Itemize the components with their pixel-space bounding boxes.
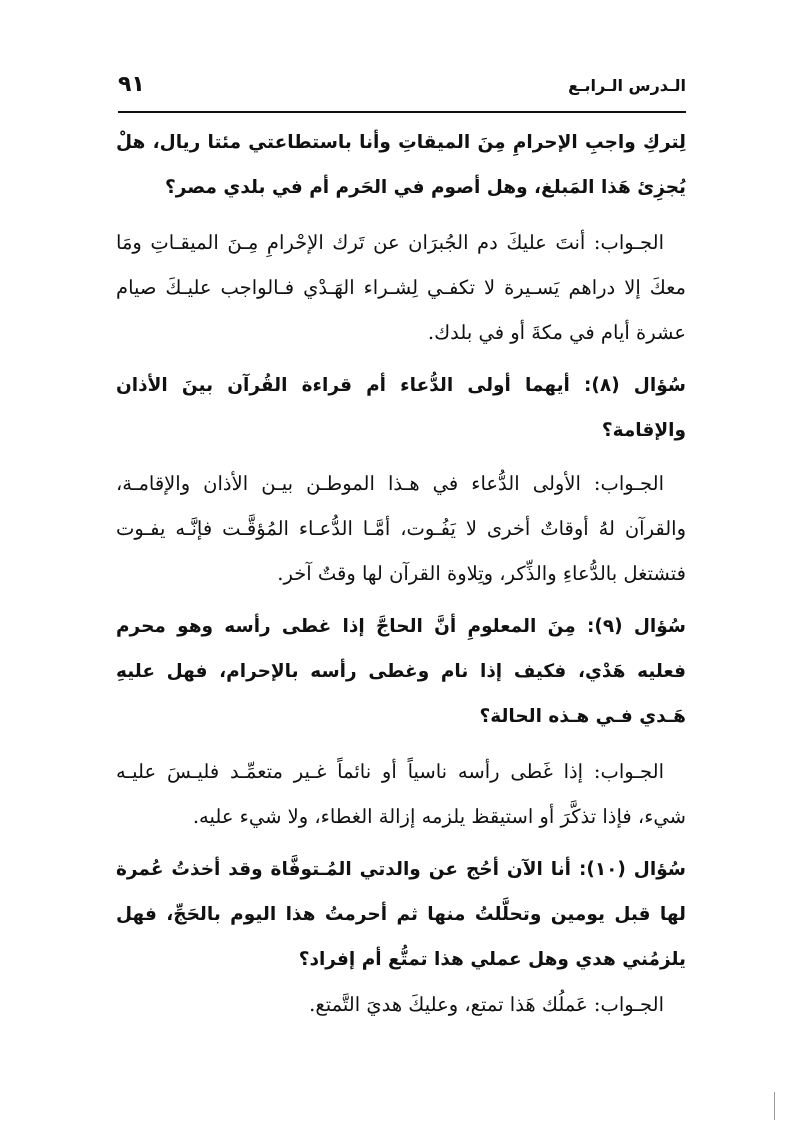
scan-margin-mark <box>774 1092 775 1120</box>
page-header <box>118 70 686 110</box>
answer-paragraph: الجـواب: عَملُك هَذا تمتع، وعليكَ هديَ التَّمتع. <box>309 993 664 1016</box>
answer-paragraph: الجـواب: إذا غَطى رأسه ناسياً أو نائماً غـير متعمِّـد فليـسَ عليـه شيء، فإذا تذكَّرَ أو استيقظ يلزمه إزالة الغطاء، ولا شيء عليه. <box>116 760 686 828</box>
question-paragraph: سُؤال (٨): أيهما أولى الدُّعاء أم قراءة القُرآن بينَ الأذان والإقامة؟ <box>116 375 686 441</box>
header-divider <box>118 111 686 113</box>
question-paragraph: سُؤال (٩): مِنَ المعلومِ أنَّ الحاجَّ إذا غطى رأسه وهو محرم فعليه هَدْي، فكيف إذا نام وغطى رأسه بالإحرام، فهل عليهِ هَـدي فـي هـذه الحالة؟ <box>116 616 686 727</box>
page-number: ٩١ <box>118 72 145 97</box>
question-continued-paragraph: لِتركِ واجبِ الإحرامِ مِنَ الميقاتِ وأنا باستطاعتي مئتا ريال، هلْ يُجزِئ هَذا المَبلغ، وهل أصوم في الحَرم أم في بلدي مصر؟ <box>116 132 686 198</box>
page-body <box>116 120 686 1027</box>
lesson-title: الـدرس الـرابـع <box>568 76 686 95</box>
answer-paragraph: الجـواب: الأولى الدُّعاء في هـذا الموطـن بيـن الأذان والإقامـة، والقرآن لهُ أوقاتٌ أخرى لا يَفُـوت، أمَّـا الدُّعـاء المُؤقَّـت فإنَّـه يفـوت فتشتغل بالدُّعاءِ والذِّكر، وتِلاوة القرآن لها وقتٌ آخر. <box>116 472 686 585</box>
question-paragraph: سُؤال (١٠): أنا الآن أحُج عن والدتي المُـتوفَّاة وقد أخذتُ عُمرة لها قبل يومين وتحلَّلتُ منها ثم أحرمتُ هذا اليوم بالحَجِّ، فهل يلزمُني هدي وهل عملي هذا تمتُّع أم إفراد؟ <box>116 859 686 970</box>
answer-paragraph: الجـواب: أنتَ عليكَ دم الجُبرَان عن تَرك الإحْرامِ مِـنَ الميقـاتِ ومَا معكَ إلا دراهم يَسـيرة لا تكفـي لِشـراء الهَـدْي فـالواجب عليـكَ صيام عشرة أيام في مكةَ أو في بلدك. <box>116 231 686 344</box>
